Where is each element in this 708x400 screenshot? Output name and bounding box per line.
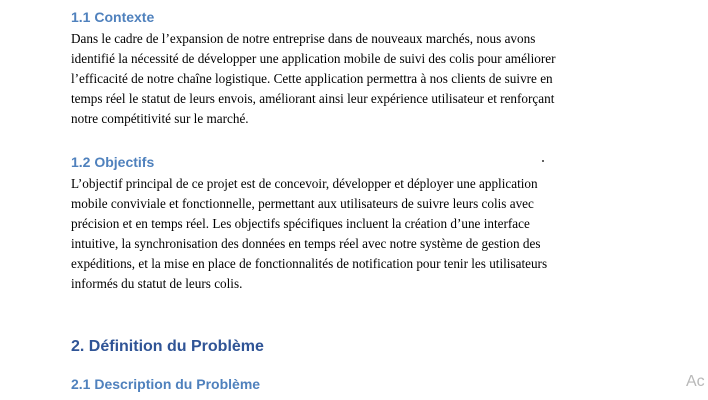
section-2-1-heading: 2.1 Description du Problème <box>71 376 261 392</box>
paragraph-line: intuitive, la synchronisation des données en temps réel avec notre système de gestion des <box>71 236 541 251</box>
paragraph-line: Dans le cadre de l’expansion de notre entreprise dans de nouveaux marchés, nous avons <box>71 31 536 46</box>
section-1-2-heading: 1.2 Objectifs <box>71 154 155 170</box>
paragraph-line: identifié la nécessité de développer une application mobile de suivi des colis pour améliorer <box>71 51 556 66</box>
paragraph-line: l’efficacité de notre chaîne logistique. Cette application permettra à nos clients de suivre en <box>71 71 553 86</box>
paragraph-line: informés du statut de leurs colis. <box>71 276 243 291</box>
paragraph-line: expéditions, et la mise en place de fonctionnalités de notification pour tenir les utilisateurs <box>71 256 548 271</box>
paragraph-line: L’objectif principal de ce projet est de concevoir, développer et déployer une application <box>71 176 538 191</box>
paragraph-line: mobile conviviale et fonctionnelle, permettant aux utilisateurs de suivre leurs colis avec <box>71 196 534 211</box>
paragraph-line: précision et en temps réel. Les objectifs spécifiques incluent la création d’une interface <box>71 216 530 231</box>
activation-watermark: Ac <box>686 373 705 390</box>
stray-dot-mark <box>542 160 544 162</box>
paragraph-line: temps réel le statut de leurs envois, améliorant ainsi leur expérience utilisateur et renforçant <box>71 91 555 106</box>
section-1-1-paragraph <box>71 29 651 129</box>
paragraph-line: notre compétitivité sur le marché. <box>71 111 249 126</box>
section-2-heading: 2. Définition du Problème <box>71 338 264 355</box>
section-1-1-heading: 1.1 Contexte <box>71 9 155 25</box>
section-1-2-paragraph <box>71 174 651 294</box>
